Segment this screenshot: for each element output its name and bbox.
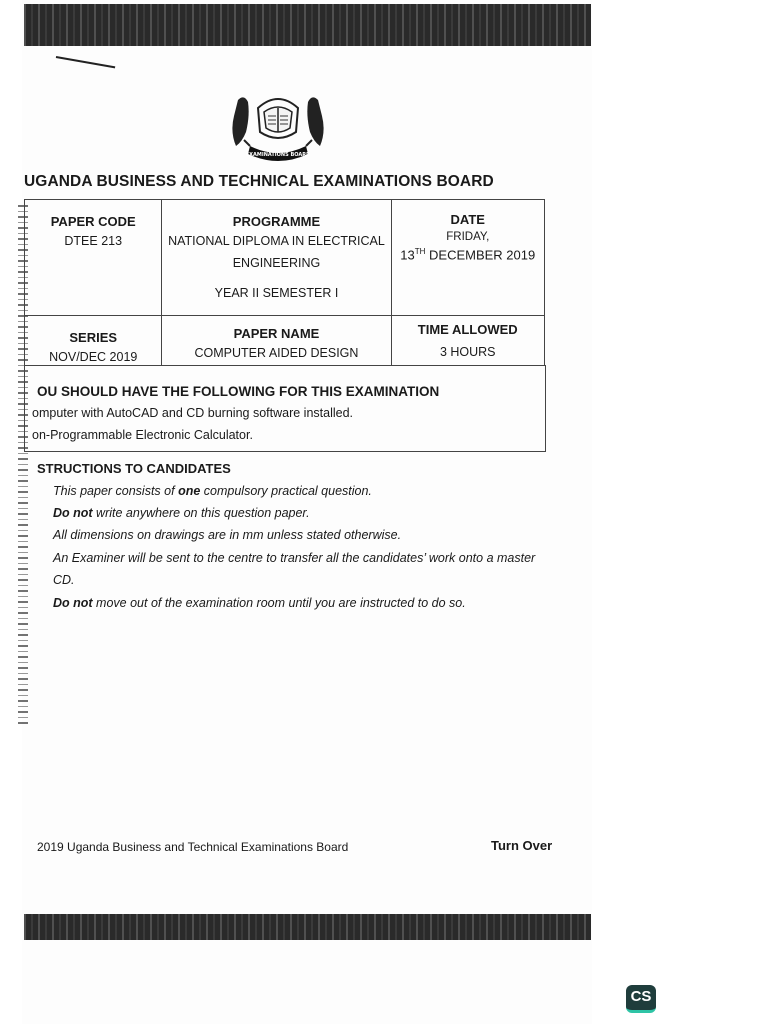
svg-text:EXAMINATIONS BOARD: EXAMINATIONS BOARD: [245, 152, 311, 158]
instruction-line-3: All dimensions on drawings are in mm unless stated otherwise.: [53, 528, 402, 542]
series-cell: [25, 316, 162, 366]
time-cell: [391, 316, 545, 366]
programme-cell: [162, 200, 391, 316]
date-day: FRIDAY,: [446, 231, 490, 243]
paper-name-label: PAPER NAME: [233, 326, 320, 341]
date-value: 13TH DECEMBER 2019: [400, 247, 536, 263]
requirement-item: on-Programmable Electronic Calculator.: [32, 428, 253, 442]
programme-line-2: ENGINEERING: [232, 256, 321, 270]
date-cell: [391, 200, 545, 316]
paper-code-cell: [25, 200, 162, 316]
date-label: DATE: [450, 212, 485, 227]
paper-name-value: COMPUTER AIDED DESIGN: [194, 346, 359, 360]
camscanner-badge-icon: CS: [626, 985, 656, 1013]
paper-code-label: PAPER CODE: [50, 214, 136, 229]
scan-artifact-bottom: [24, 914, 591, 940]
requirements-title: OU SHOULD HAVE THE FOLLOWING FOR THIS EXAMINATION: [37, 384, 440, 399]
instructions-title: STRUCTIONS TO CANDIDATES: [37, 461, 231, 476]
instruction-line-5: Do not move out of the examination room until you are instructed to do so.: [53, 596, 466, 610]
scan-artifact-top: [24, 4, 591, 46]
paper-name-cell: [162, 316, 391, 366]
board-crest-logo: [228, 86, 328, 172]
time-value: 3 HOURS: [439, 345, 496, 359]
programme-label: PROGRAMME: [232, 214, 321, 229]
board-title: UGANDA BUSINESS AND TECHNICAL EXAMINATIONS BOARD: [24, 173, 494, 190]
paper-code-value: DTEE 213: [64, 234, 123, 248]
series-value: NOV/DEC 2019: [49, 350, 138, 364]
programme-line-1: NATIONAL DIPLOMA IN ELECTRICAL: [168, 234, 385, 248]
series-label: SERIES: [69, 330, 118, 345]
requirement-item: omputer with AutoCAD and CD burning software installed.: [32, 406, 353, 420]
exam-info-table: [24, 199, 545, 366]
instruction-line-4-cont: CD.: [53, 573, 75, 587]
footer-copyright: 2019 Uganda Business and Technical Examinations Board: [37, 840, 349, 854]
instruction-line-4: An Examiner will be sent to the centre to transfer all the candidates’ work onto a master: [53, 551, 536, 565]
instruction-line-2: Do not write anywhere on this question paper.: [53, 506, 310, 520]
footer-turn-over: Turn Over: [491, 838, 553, 853]
instruction-line-1: This paper consists of one compulsory practical question.: [53, 484, 372, 498]
time-label: TIME ALLOWED: [417, 322, 518, 337]
programme-line-3: YEAR II SEMESTER I: [214, 286, 339, 300]
